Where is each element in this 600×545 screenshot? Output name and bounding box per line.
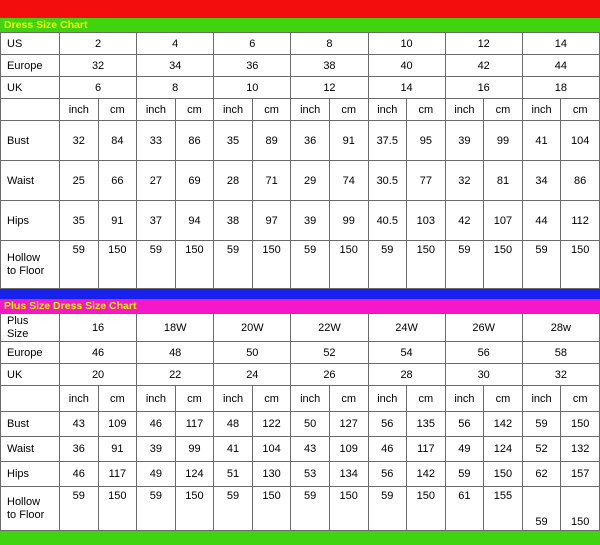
bust-value: 56 — [368, 412, 407, 437]
waist-value: 71 — [252, 161, 291, 201]
waist-value: 46 — [368, 437, 407, 462]
row-label-waist: Waist — [1, 161, 60, 201]
plus-label-line1: Plus — [7, 314, 29, 327]
table-row-units-plus — [1, 386, 600, 412]
hollow-value: 150 — [329, 487, 368, 531]
unit-cm: cm — [329, 386, 368, 412]
hollow-value: 59 — [60, 241, 99, 289]
row-label-hollow-to-floor — [1, 241, 60, 289]
europe-size-cell: 54 — [368, 342, 445, 364]
row-label-plus-size — [1, 314, 60, 342]
waist-value: 109 — [329, 437, 368, 462]
row-label-europe: Europe — [1, 55, 60, 77]
table-row-hollow-to-floor-plus — [1, 487, 600, 531]
hips-value: 53 — [291, 462, 330, 487]
unit-inch: inch — [137, 99, 176, 121]
row-label-hips: Hips — [1, 201, 60, 241]
hollow-value: 150 — [407, 241, 446, 289]
top-red-bar — [0, 0, 600, 18]
us-size-cell: 8 — [291, 33, 368, 55]
bust-value: 59 — [522, 412, 561, 437]
unit-inch: inch — [60, 99, 99, 121]
plus-size-cell: 16 — [60, 314, 137, 342]
unit-cm: cm — [98, 386, 137, 412]
uk-size-cell: 24 — [214, 364, 291, 386]
unit-inch: inch — [368, 386, 407, 412]
hollow-value: 59 — [214, 241, 253, 289]
plus-size-cell: 22W — [291, 314, 368, 342]
bust-value: 99 — [484, 121, 523, 161]
us-size-cell: 12 — [445, 33, 522, 55]
table-row-europe — [1, 55, 600, 77]
table-row-waist-plus — [1, 437, 600, 462]
table-row-bust — [1, 121, 600, 161]
plus-size-cell: 28w — [522, 314, 599, 342]
waist-value: 104 — [252, 437, 291, 462]
bust-value: 35 — [214, 121, 253, 161]
blue-divider-bar — [0, 289, 600, 299]
bust-value: 142 — [484, 412, 523, 437]
bust-value: 32 — [60, 121, 99, 161]
unit-cm: cm — [407, 386, 446, 412]
unit-inch: inch — [445, 386, 484, 412]
hollow-label-line2: to Floor — [7, 264, 45, 277]
unit-cm: cm — [329, 99, 368, 121]
waist-value: 34 — [522, 161, 561, 201]
unit-inch: inch — [522, 99, 561, 121]
hollow-value: 59 — [368, 487, 407, 531]
us-size-cell: 14 — [522, 33, 599, 55]
bust-value: 127 — [329, 412, 368, 437]
hips-value: 124 — [175, 462, 214, 487]
waist-value: 117 — [407, 437, 446, 462]
hollow-value: 59 — [137, 241, 176, 289]
hollow-value: 59 — [214, 487, 253, 531]
plus-size-cell: 26W — [445, 314, 522, 342]
waist-value: 32 — [445, 161, 484, 201]
bust-value: 48 — [214, 412, 253, 437]
table-row-hollow-to-floor — [1, 241, 600, 289]
row-label-uk: UK — [1, 77, 60, 99]
uk-size-cell: 12 — [291, 77, 368, 99]
waist-value: 27 — [137, 161, 176, 201]
hollow-value: 150 — [329, 241, 368, 289]
row-label-hollow-to-floor — [1, 487, 60, 531]
hips-value: 51 — [214, 462, 253, 487]
europe-size-cell: 52 — [291, 342, 368, 364]
unit-cm: cm — [407, 99, 446, 121]
us-size-cell: 2 — [60, 33, 137, 55]
hollow-value: 150 — [252, 487, 291, 531]
plus-label-line2: Size — [7, 327, 29, 340]
unit-cm: cm — [561, 99, 600, 121]
bust-value: 84 — [98, 121, 137, 161]
unit-cm: cm — [175, 386, 214, 412]
unit-inch: inch — [368, 99, 407, 121]
uk-size-cell: 10 — [214, 77, 291, 99]
row-label-uk: UK — [1, 364, 60, 386]
europe-size-cell: 34 — [137, 55, 214, 77]
uk-size-cell: 16 — [445, 77, 522, 99]
hips-value: 38 — [214, 201, 253, 241]
waist-value: 52 — [522, 437, 561, 462]
hollow-value: 155 — [484, 487, 523, 531]
plus-size-chart-title: Plus Size Dress Size Chart — [4, 300, 137, 312]
hips-value: 107 — [484, 201, 523, 241]
hollow-value: 150 — [252, 241, 291, 289]
europe-size-cell: 40 — [368, 55, 445, 77]
waist-value: 66 — [98, 161, 137, 201]
unit-inch: inch — [522, 386, 561, 412]
hips-value: 35 — [60, 201, 99, 241]
row-label-us: US — [1, 33, 60, 55]
bust-value: 41 — [522, 121, 561, 161]
row-label-hips: Hips — [1, 462, 60, 487]
row-label-waist: Waist — [1, 437, 60, 462]
hips-value: 94 — [175, 201, 214, 241]
waist-value: 41 — [214, 437, 253, 462]
europe-size-cell: 32 — [60, 55, 137, 77]
hollow-value: 150 — [484, 241, 523, 289]
hollow-value: 150 — [561, 487, 600, 531]
hips-value: 157 — [561, 462, 600, 487]
unit-cm: cm — [484, 386, 523, 412]
hips-value: 59 — [445, 462, 484, 487]
waist-value: 36 — [60, 437, 99, 462]
table-row-uk-plus — [1, 364, 600, 386]
uk-size-cell: 22 — [137, 364, 214, 386]
unit-cm: cm — [252, 386, 291, 412]
plus-size-chart-header-bar — [0, 299, 600, 313]
hips-value: 99 — [329, 201, 368, 241]
row-label-bust: Bust — [1, 121, 60, 161]
table-row-uk — [1, 77, 600, 99]
bust-value: 95 — [407, 121, 446, 161]
hollow-label-line2: to Floor — [7, 508, 45, 521]
us-size-cell: 10 — [368, 33, 445, 55]
unit-inch: inch — [60, 386, 99, 412]
dress-size-chart-table — [0, 32, 600, 289]
hips-value: 44 — [522, 201, 561, 241]
hollow-value: 150 — [561, 241, 600, 289]
dress-size-chart-header-bar — [0, 18, 600, 32]
table-row-europe-plus — [1, 342, 600, 364]
europe-size-cell: 38 — [291, 55, 368, 77]
uk-size-cell: 28 — [368, 364, 445, 386]
bust-value: 117 — [175, 412, 214, 437]
bust-value: 122 — [252, 412, 291, 437]
waist-value: 81 — [484, 161, 523, 201]
hips-value: 134 — [329, 462, 368, 487]
hips-value: 40.5 — [368, 201, 407, 241]
row-label-units — [1, 386, 60, 412]
hollow-value: 59 — [522, 241, 561, 289]
bust-value: 150 — [561, 412, 600, 437]
row-label-bust: Bust — [1, 412, 60, 437]
table-row-hips — [1, 201, 600, 241]
uk-size-cell: 8 — [137, 77, 214, 99]
uk-size-cell: 18 — [522, 77, 599, 99]
bust-value: 46 — [137, 412, 176, 437]
waist-value: 69 — [175, 161, 214, 201]
waist-value: 28 — [214, 161, 253, 201]
europe-size-cell: 42 — [445, 55, 522, 77]
hips-value: 37 — [137, 201, 176, 241]
bust-value: 56 — [445, 412, 484, 437]
table-row-waist — [1, 161, 600, 201]
bust-value: 37.5 — [368, 121, 407, 161]
waist-value: 30.5 — [368, 161, 407, 201]
hips-value: 117 — [98, 462, 137, 487]
waist-value: 99 — [175, 437, 214, 462]
unit-inch: inch — [137, 386, 176, 412]
hollow-value: 59 — [60, 487, 99, 531]
bust-value: 43 — [60, 412, 99, 437]
waist-value: 77 — [407, 161, 446, 201]
unit-inch: inch — [214, 386, 253, 412]
europe-size-cell: 48 — [137, 342, 214, 364]
unit-inch: inch — [291, 99, 330, 121]
europe-size-cell: 58 — [522, 342, 599, 364]
bust-value: 39 — [445, 121, 484, 161]
bust-value: 91 — [329, 121, 368, 161]
hips-value: 39 — [291, 201, 330, 241]
hips-value: 112 — [561, 201, 600, 241]
europe-size-cell: 56 — [445, 342, 522, 364]
hollow-label-line1: Hollow — [7, 251, 41, 264]
uk-size-cell: 6 — [60, 77, 137, 99]
bust-value: 89 — [252, 121, 291, 161]
hollow-value: 59 — [291, 241, 330, 289]
plus-size-chart-table — [0, 313, 600, 531]
table-row-hips-plus — [1, 462, 600, 487]
hips-value: 130 — [252, 462, 291, 487]
plus-size-cell: 24W — [368, 314, 445, 342]
waist-value: 91 — [98, 437, 137, 462]
waist-value: 29 — [291, 161, 330, 201]
europe-size-cell: 46 — [60, 342, 137, 364]
europe-size-cell: 50 — [214, 342, 291, 364]
waist-value: 43 — [291, 437, 330, 462]
bust-value: 33 — [137, 121, 176, 161]
hips-value: 150 — [484, 462, 523, 487]
unit-inch: inch — [445, 99, 484, 121]
hollow-value: 61 — [445, 487, 484, 531]
hips-value: 91 — [98, 201, 137, 241]
hollow-value: 150 — [98, 241, 137, 289]
waist-value: 25 — [60, 161, 99, 201]
dress-size-chart-title: Dress Size Chart — [4, 19, 88, 31]
hollow-label-line1: Hollow — [7, 495, 41, 508]
uk-size-cell: 30 — [445, 364, 522, 386]
uk-size-cell: 14 — [368, 77, 445, 99]
unit-cm: cm — [98, 99, 137, 121]
us-size-cell: 4 — [137, 33, 214, 55]
europe-size-cell: 36 — [214, 55, 291, 77]
hollow-value: 59 — [522, 487, 561, 531]
unit-cm: cm — [484, 99, 523, 121]
bust-value: 104 — [561, 121, 600, 161]
bust-value: 135 — [407, 412, 446, 437]
plus-size-cell: 20W — [214, 314, 291, 342]
unit-cm: cm — [561, 386, 600, 412]
uk-size-cell: 20 — [60, 364, 137, 386]
europe-size-cell: 44 — [522, 55, 599, 77]
waist-value: 124 — [484, 437, 523, 462]
bust-value: 36 — [291, 121, 330, 161]
bottom-green-bar — [0, 531, 600, 545]
unit-inch: inch — [291, 386, 330, 412]
unit-inch: inch — [214, 99, 253, 121]
unit-cm: cm — [252, 99, 291, 121]
hips-value: 97 — [252, 201, 291, 241]
bust-value: 50 — [291, 412, 330, 437]
hips-value: 56 — [368, 462, 407, 487]
bust-value: 109 — [98, 412, 137, 437]
table-row-plus-size — [1, 314, 600, 342]
unit-cm: cm — [175, 99, 214, 121]
hollow-value: 59 — [137, 487, 176, 531]
plus-size-cell: 18W — [137, 314, 214, 342]
hollow-value: 59 — [368, 241, 407, 289]
uk-size-cell: 26 — [291, 364, 368, 386]
hips-value: 49 — [137, 462, 176, 487]
waist-value: 132 — [561, 437, 600, 462]
hips-value: 46 — [60, 462, 99, 487]
waist-value: 74 — [329, 161, 368, 201]
table-row-us — [1, 33, 600, 55]
table-row-bust-plus — [1, 412, 600, 437]
uk-size-cell: 32 — [522, 364, 599, 386]
bust-value: 86 — [175, 121, 214, 161]
hips-value: 42 — [445, 201, 484, 241]
row-label-units — [1, 99, 60, 121]
hips-value: 142 — [407, 462, 446, 487]
hips-value: 62 — [522, 462, 561, 487]
waist-value: 39 — [137, 437, 176, 462]
hollow-value: 150 — [407, 487, 446, 531]
hollow-value: 59 — [445, 241, 484, 289]
hollow-value: 150 — [175, 487, 214, 531]
hollow-value: 150 — [175, 241, 214, 289]
us-size-cell: 6 — [214, 33, 291, 55]
hollow-value: 150 — [98, 487, 137, 531]
table-row-units — [1, 99, 600, 121]
hollow-value: 59 — [291, 487, 330, 531]
waist-value: 86 — [561, 161, 600, 201]
row-label-europe: Europe — [1, 342, 60, 364]
waist-value: 49 — [445, 437, 484, 462]
hips-value: 103 — [407, 201, 446, 241]
